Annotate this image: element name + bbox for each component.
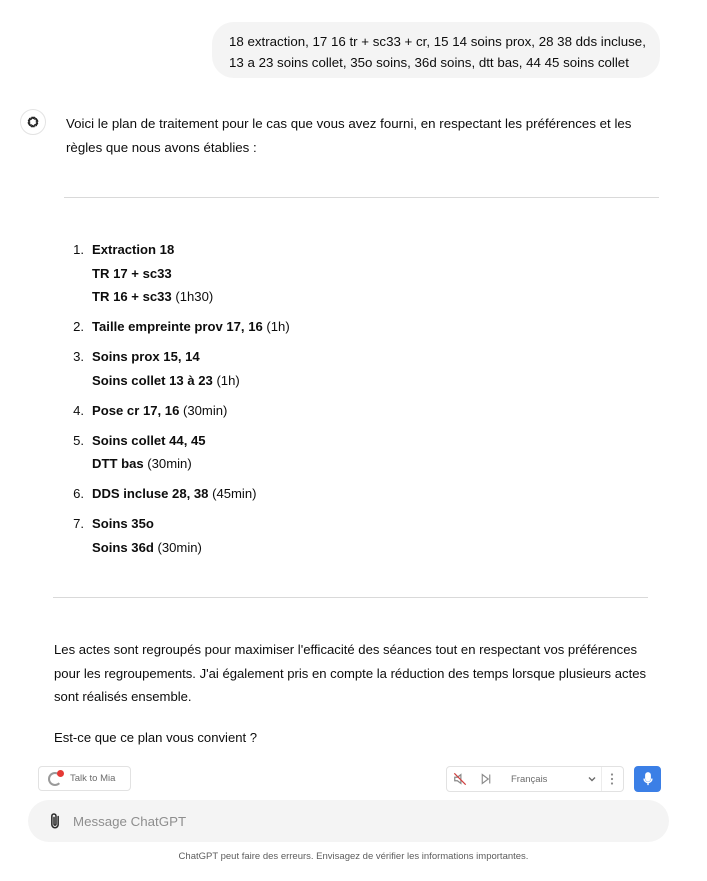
plan-item xyxy=(66,238,646,309)
talk-to-mia-button[interactable] xyxy=(38,766,131,791)
plan-item-text: Taille empreinte prov 17, 16 xyxy=(92,319,263,334)
plan-item-duration: (30min) xyxy=(179,402,228,418)
plan-item-text: Soins collet 44, 45 xyxy=(92,432,206,448)
chevron-down-icon xyxy=(587,774,597,784)
plan-item-duration: (30min) xyxy=(153,539,202,555)
plan-item xyxy=(66,345,646,392)
microphone-button[interactable] xyxy=(634,766,661,792)
record-icon xyxy=(47,770,64,787)
assistant-question: Est-ce que ce plan vous convient ? xyxy=(54,730,258,745)
more-vertical-icon xyxy=(610,773,614,785)
plan-item-text: TR 16 + sc33 xyxy=(92,289,172,304)
more-options-button[interactable] xyxy=(601,767,621,791)
treatment-plan-list xyxy=(66,238,646,566)
plan-item-text: Soins collet 13 à 23 xyxy=(92,372,213,388)
user-message-line-2: 13 a 23 soins collet, 35o soins, 36d soins, dtt bas, 44 45 soins collet xyxy=(229,55,629,70)
plan-item-number: 7. xyxy=(73,516,84,531)
speaker-muted-icon xyxy=(453,772,467,786)
assistant-summary: Les actes sont regroupés pour maximiser l'efficacité des séances tout en respectant vos préférences pour les regroupements. J'ai également pris en compte la réduction des temps lorsque plusieurs actes sont réalisés ensemble. xyxy=(54,642,647,705)
plan-item-text: TR 17 + sc33 xyxy=(92,265,172,281)
paperclip-icon xyxy=(48,812,62,830)
language-select[interactable] xyxy=(511,774,597,785)
plan-item-duration: (1h) xyxy=(212,372,240,388)
plan-item-text: Soins 35o xyxy=(92,516,154,531)
talk-to-mia-label: Talk to Mia xyxy=(70,773,116,784)
plan-item-duration: (30min) xyxy=(143,456,192,471)
plan-item xyxy=(66,512,646,559)
plan-item-text: Soins prox 15, 14 xyxy=(92,349,200,364)
plan-item-number: 2. xyxy=(73,319,84,334)
plan-item-text: Soins 36d xyxy=(92,539,154,555)
message-composer xyxy=(28,800,669,842)
user-message-line-1: 18 extraction, 17 16 tr + sc33 + cr, 15 14 soins prox, 28 38 dds incluse, xyxy=(229,34,646,49)
plan-item-text: DDS incluse 28, 38 xyxy=(92,486,209,501)
plan-item-duration: (1h30) xyxy=(171,289,214,304)
plan-item-duration: (45min) xyxy=(208,486,257,501)
plan-item-text: Pose cr 17, 16 xyxy=(92,402,180,418)
plan-item xyxy=(66,315,646,339)
plan-item xyxy=(66,429,646,476)
divider-bottom xyxy=(53,597,648,598)
plan-item xyxy=(66,399,646,423)
divider-top xyxy=(64,197,659,198)
assistant-avatar xyxy=(20,109,46,135)
plan-item-text: DTT bas xyxy=(92,456,144,471)
mute-speaker-button[interactable] xyxy=(447,767,473,791)
plan-item-duration: (1h) xyxy=(262,319,290,334)
plan-item-text: Extraction 18 xyxy=(92,242,175,257)
user-message-bubble xyxy=(212,22,660,78)
microphone-icon xyxy=(642,772,654,786)
plan-item-number: 6. xyxy=(73,486,84,501)
plan-item xyxy=(66,482,646,506)
openai-logo-icon xyxy=(25,114,41,130)
message-input[interactable] xyxy=(73,814,613,829)
plan-item-number: 3. xyxy=(73,349,84,364)
plan-item-number: 4. xyxy=(73,402,84,418)
skip-icon xyxy=(480,773,492,785)
language-value: Français xyxy=(511,773,548,785)
play-button[interactable] xyxy=(473,767,499,791)
attach-button[interactable] xyxy=(44,812,66,830)
disclaimer-text: ChatGPT peut faire des erreurs. Envisagez de vérifier les informations importantes. xyxy=(178,851,529,862)
plan-item-number: 1. xyxy=(73,242,84,257)
voice-controls-bar xyxy=(446,766,624,792)
plan-item-number: 5. xyxy=(73,432,84,448)
assistant-intro: Voici le plan de traitement pour le cas que vous avez fourni, en respectant les préférences et les règles que nous avons établies : xyxy=(66,116,632,155)
